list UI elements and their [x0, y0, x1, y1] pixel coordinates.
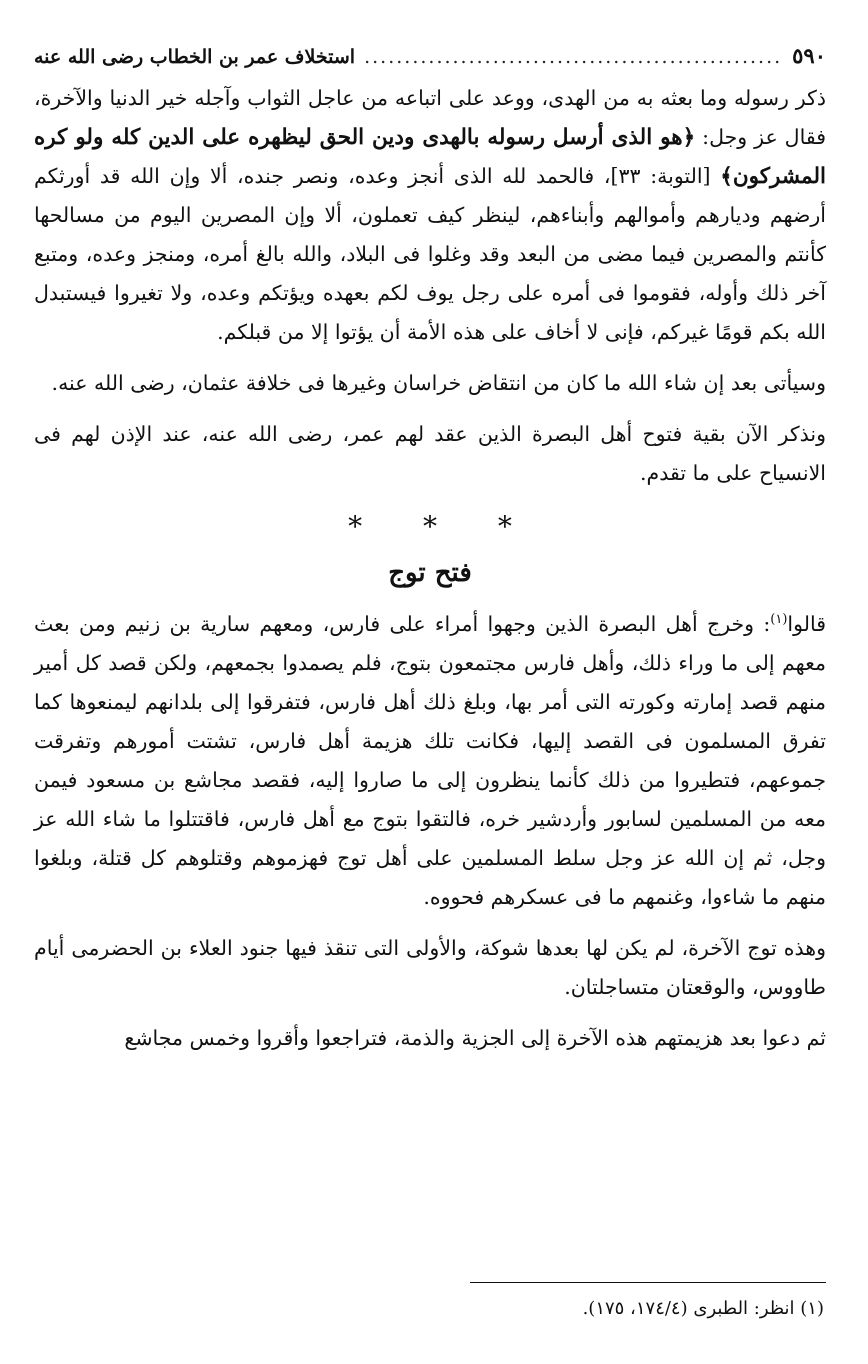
running-title: استخلاف عمر بن الخطاب رضى الله عنه: [34, 46, 356, 68]
paragraph: ونذكر الآن بقية فتوح أهل البصرة الذين عقد لهم عمر، رضى الله عنه، عند الإذن لهم فى الانسياح على ما تقدم.: [34, 422, 826, 485]
leader-dots: [365, 41, 782, 73]
paragraph: ثم دعوا بعد هزيمتهم هذه الآخرة إلى الجزية والذمة، فتراجعوا وأقروا وخمس مجاشع: [124, 1026, 826, 1050]
paragraph: [34, 605, 826, 917]
running-header: [34, 40, 826, 73]
section-separator: * * *: [348, 510, 538, 543]
footnote: (١) انظر: الطبرى (١٧٤/٤، ١٧٥).: [582, 1298, 824, 1319]
page-body: [34, 79, 826, 1058]
section-heading: فتح توج: [388, 558, 472, 588]
quran-verse: ﴿هو الذى أرسل رسوله بالهدى ودين الحق ليظهره على الدين كله ولو كره المشركون﴾: [34, 125, 826, 189]
paragraph: وسيأتى بعد إن شاء الله ما كان من انتقاض خراسان وغيرها فى خلافة عثمان، رضى الله عنه.: [51, 371, 826, 395]
footnote-reference[interactable]: (١): [770, 612, 788, 628]
footnote-divider: [470, 1282, 826, 1283]
paragraph-text: [التوبة: ٣٣]، فالحمد لله الذى أنجز وعده، ونصر جنده، ألا وإن الله قد أورثكم أرضهم وديارهم وأموالهم وأبناءهم، لينظر كيف تعملون، ألا وإن المصرين اليوم من مسالحها كأنتم والمصرين فيما مضى من البعد وقد وغلوا فى البلاد، والله بالغ أمره، ومنجز وعده، ومتبع آخر ذلك وأوله، فقوموا فى أمره على رجل يوف لكم بعهده ويؤتكم وعده، ولا تغيروا فيستبدل الله بكم قومًا غيركم، فإنى لا أخاف على هذه الأمة أن يؤتوا إلا من قبلكم.: [34, 164, 826, 344]
page-number: ٥٩٠: [792, 43, 826, 68]
paragraph: [34, 79, 826, 352]
paragraph-text: : وخرج أهل البصرة الذين وجهوا أمراء على فارس، ومعهم سارية بن زنيم ومن بعث معهم إلى ما وراء ذلك، وأهل فارس مجتمعون بتوج، فلم يصمدوا بجمعهم، ولكن قصد كل أمير منهم قصد إمارته وكورته التى أمر بها، وبلغ ذلك أهل فارس، فتفرقوا إلى بلدانهم ليمنعوها كما تفرق المسلمون فى القصد إليها، فكانت تلك هزيمة أهل فارس، تشتت أمورهم وتفرقت جموعهم، فتطيروا من ذلك كأنما ينظرون إلى ما صاروا إليه، فقصد مجاشع بن مسعود فيمن معه من المسلمين لسابور وأردشير خره، فالتقوا بتوج مع أهل فارس، فاقتتلوا ما شاء الله عز وجل، ثم إن الله عز وجل سلط المسلمين على أهل توج فهزموهم وقتلوهم كل قتلة، وبلغوا منهم ما شاءوا، وغنمهم ما فى عسكرهم فحووه.: [34, 612, 826, 909]
paragraph-lead: قالوا: [787, 612, 826, 636]
paragraph: وهذه توج الآخرة، لم يكن لها بعدها شوكة، والأولى التى تنقذ فيها جنود العلاء بن الحضرمى أيام طاووس، والوقعتان متساجلتان.: [34, 936, 826, 999]
paragraph-text: ذكر رسوله وما بعثه به من الهدى، ووعد على اتباعه من عاجل الثواب وآجله خير الدنيا والآخرة، فقال عز وجل:: [34, 86, 826, 149]
